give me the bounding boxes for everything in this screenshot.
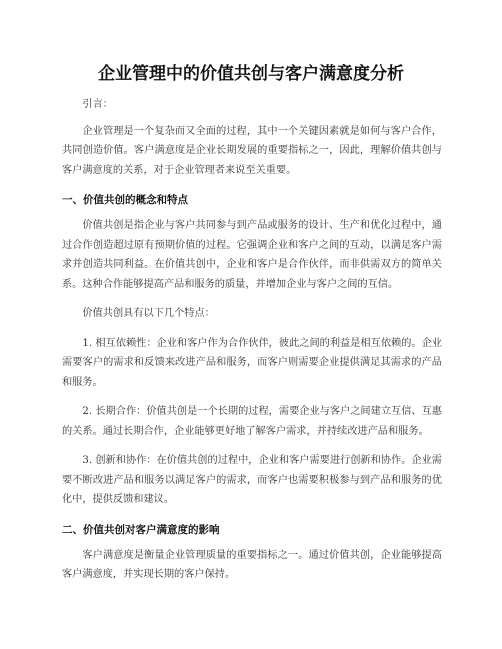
section-heading-1: 一、价值共创的概念和特点: [62, 194, 188, 206]
feature-item-3: 3. 创新和协作：在价值共创的过程中，企业和客户需要进行创新和协作。企业需要不断改进产品和服务以满足客户的需求，而客户也需要积极参与到产品和服务的优化中，提供反馈和建议。: [62, 455, 442, 505]
intro-label: 引言：: [82, 99, 113, 110]
feature-item-2: 2. 长期合作：价值共创是一个长期的过程，需要企业与客户之间建立互信、互惠的关系。通过长期合作，企业能够更好地了解客户需求，并持续改进产品和服务。: [62, 406, 442, 437]
section1-paragraph: 价值共创是指企业与客户共同参与到产品或服务的设计、生产和优化过程中，通过合作创造超过原有预期价值的过程。它强调企业和客户之间的互动，以满足客户需求并创造共同利益。在价值共创中，企业和客户是合作伙伴，而非供需双方的简单关系。这种合作能够提高产品和服务的质量，并增加企业与客户之间的互信。: [62, 220, 442, 290]
section-heading-2: 二、价值共创对客户满意度的影响: [62, 523, 220, 536]
features-intro: 价值共创具有以下几个特点：: [82, 308, 215, 319]
intro-paragraph: 企业管理是一个复杂而又全面的过程，其中一个关键因素就是如何与客户合作，共同创造价值。客户满意度是企业长期发展的重要指标之一，因此，理解价值共创与客户满意度的关系，对于企业管理者来说至关重要。: [62, 125, 442, 176]
document-title: 企业管理中的价值共创与客户满意度分析: [98, 64, 404, 84]
document-body: [62, 95, 442, 595]
feature-item-1: 1. 相互依赖性：企业和客户作为合作伙伴，彼此之间的利益是相互依赖的。企业需要客户的需求和反馈来改进产品和服务，而客户则需要企业提供满足其需求的产品和服务。: [62, 337, 442, 388]
section2-paragraph: 客户满意度是衡量企业管理质量的重要指标之一。通过价值共创，企业能够提高客户满意度，并实现长期的客户保持。: [62, 549, 442, 580]
